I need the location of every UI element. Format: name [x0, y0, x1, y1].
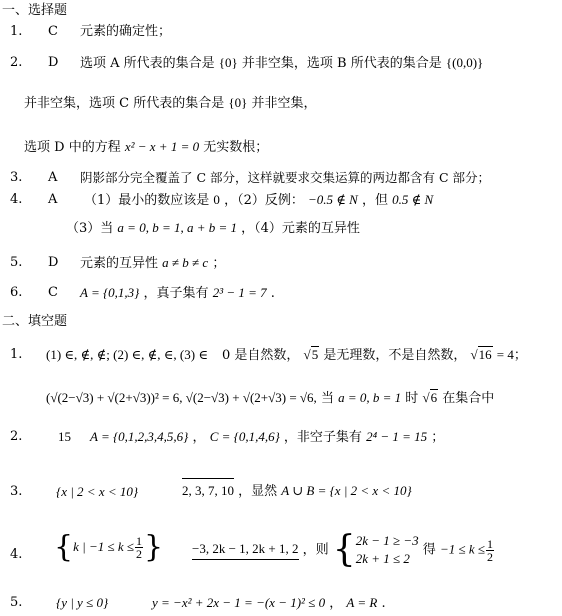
text-segment: （3）当 — [66, 221, 114, 236]
answer-letter: A — [48, 192, 58, 207]
numerator: 1 — [136, 534, 142, 548]
text-segment: 得 — [422, 542, 436, 558]
system-brace: { — [332, 529, 356, 570]
answer-letter: D — [48, 55, 59, 70]
question-number: 3. — [10, 484, 23, 499]
math-set: {(0,0)} — [445, 55, 484, 70]
answer-letter: C — [48, 285, 58, 300]
explanation-text — [80, 254, 225, 273]
question-number: 6. — [10, 285, 23, 300]
explanation-text — [182, 478, 412, 501]
explanation-text: 阴影部分完全覆盖了 C 部分，这样就要求交集运算的两边都含有 C 部分； — [80, 170, 491, 185]
text-segment: = 4； — [496, 347, 527, 362]
math-value: 0 — [213, 192, 220, 207]
explanation-line-2 — [24, 94, 317, 113]
section-title-fill: 二、填空题 — [2, 314, 68, 329]
text-segment: ； — [431, 430, 445, 445]
math-expression: A = {0,1,3} — [80, 285, 140, 300]
text-segment: 元素的互异性 — [80, 256, 159, 271]
sqrt-radicand: 6 — [430, 390, 438, 405]
math-expression: C = {0,1,4,6} — [209, 429, 280, 444]
text-segment: （1）最小的数应该是 — [84, 193, 210, 208]
answer-letter: C — [48, 24, 58, 39]
answer-expression — [54, 529, 164, 565]
answer-expression: (1) ∈, ∉, ∉; (2) ∈, ∉, ∈, (3) ∈ — [46, 347, 208, 362]
question-number: 5. — [10, 255, 23, 270]
math-expression: a ≠ b ≠ c — [162, 255, 209, 270]
text-segment: 时 — [405, 391, 419, 406]
math-expression: a = 0, b = 1 — [338, 390, 402, 405]
explanation-line-1 — [222, 346, 527, 365]
sqrt-radicand: 5 — [311, 347, 319, 362]
math-set: {0} — [218, 55, 238, 70]
explanation-text — [192, 529, 495, 570]
text-segment: 并非空集，选项 C 所代表的集合是 — [24, 96, 225, 111]
numerator: 1 — [487, 536, 494, 551]
question-number: 3. — [10, 170, 23, 185]
answer-expression: {x | 2 < x < 10} — [56, 484, 139, 499]
text-segment: ，非空子集有 — [283, 430, 362, 445]
text-segment: ，真子集有 — [143, 286, 209, 301]
explanation-line-1 — [84, 191, 433, 210]
overbraced-numbers: 2, 3, 7, 10 — [182, 478, 234, 501]
text-segment: 0 是自然数， — [222, 348, 300, 363]
text-segment: 选项 A 所代表的集合是 — [80, 56, 215, 71]
text-segment: ，（2）反例： — [224, 193, 304, 208]
text-segment: ， — [329, 596, 343, 611]
text-segment: ，但 — [361, 193, 388, 208]
explanation-line-2 — [46, 389, 494, 408]
text-segment: . — [270, 286, 275, 301]
fraction — [135, 535, 143, 560]
explanation-text: 元素的确定性； — [80, 24, 172, 39]
answer-letter: D — [48, 255, 59, 270]
answer-expression: {y | y ≤ 0} — [56, 595, 109, 610]
text-segment: ， — [192, 430, 206, 445]
question-number: 1. — [10, 347, 23, 362]
denominator: 2 — [136, 547, 142, 561]
math-expression: 2³ − 1 = 7 — [212, 285, 267, 300]
sqrt-symbol: √16 — [470, 347, 492, 362]
math-expression: A ∪ B = {x | 2 < x < 10} — [281, 483, 412, 498]
fraction — [486, 538, 494, 563]
inequality: 2k − 1 ≥ −3 — [355, 533, 419, 548]
question-number: 1. — [10, 24, 23, 39]
inequality: 2k + 1 ≤ 2 — [355, 551, 410, 566]
text-segment: . — [381, 596, 386, 611]
math-expression: A = {0,1,2,3,4,5,6} — [90, 429, 189, 444]
math-expression: 2⁴ − 1 = 15 — [366, 429, 428, 444]
text-segment: ，显然 — [238, 484, 278, 499]
explanation-line-2 — [66, 219, 360, 238]
question-number: 4. — [10, 192, 23, 207]
math-expression: a = 0, b = 1, a + b = 1 — [117, 220, 238, 235]
answer-value: 15 — [58, 429, 71, 444]
math-expression: 0.5 ∉ N — [392, 192, 434, 207]
inequality-system — [356, 532, 419, 568]
question-number: 2. — [10, 429, 23, 444]
underbraced-interval: −3, 2k − 1, 2k + 1, 2 — [192, 541, 299, 560]
text-segment: 无实数根； — [203, 140, 269, 155]
denominator: 2 — [487, 549, 494, 564]
text-segment: ； — [212, 256, 226, 271]
text-segment: ，（4）元素的互异性 — [241, 221, 360, 236]
math-expression: −0.5 ∉ N — [307, 192, 358, 207]
section-title-choice: 一、选择题 — [2, 3, 68, 18]
sqrt-symbol: √6 — [422, 390, 438, 405]
explanation-text — [90, 428, 444, 447]
math-expression: k | −1 ≤ k ≤ — [73, 539, 134, 554]
question-number: 5. — [10, 595, 23, 610]
right-brace: } — [144, 529, 164, 565]
text-segment: 是无理数，不是自然数， — [323, 348, 467, 363]
math-set: {0} — [228, 95, 248, 110]
math-equation: x² − x + 1 = 0 — [124, 139, 200, 154]
text-segment: 在集合中 — [442, 391, 495, 406]
math-expression: A = R — [346, 595, 378, 610]
text-segment: 并非空集， — [251, 96, 317, 111]
explanation-line-1 — [80, 54, 483, 73]
question-number: 2. — [10, 55, 23, 70]
math-expression: −1 ≤ k ≤ — [439, 541, 486, 557]
math-expression: (√(2−√3) + √(2+√3))² = 6, √(2−√3) + √(2+√3) = √6, — [46, 390, 317, 405]
text-segment: 并非空集，选项 B 所代表的集合是 — [241, 56, 442, 71]
explanation-line-3 — [24, 138, 268, 157]
explanation-text — [80, 284, 275, 303]
explanation-text — [152, 594, 386, 613]
sqrt-symbol: √5 — [303, 347, 319, 362]
left-brace: { — [54, 529, 74, 565]
text-segment: 当 — [320, 391, 334, 406]
answer-letter: A — [48, 170, 58, 185]
sqrt-radicand: 16 — [478, 347, 492, 362]
math-expression: y = −x² + 2x − 1 = −(x − 1)² ≤ 0 — [152, 595, 326, 610]
text-segment: 选项 D 中的方程 — [24, 140, 121, 155]
question-number: 4. — [10, 547, 23, 562]
text-segment: ，则 — [302, 542, 329, 558]
